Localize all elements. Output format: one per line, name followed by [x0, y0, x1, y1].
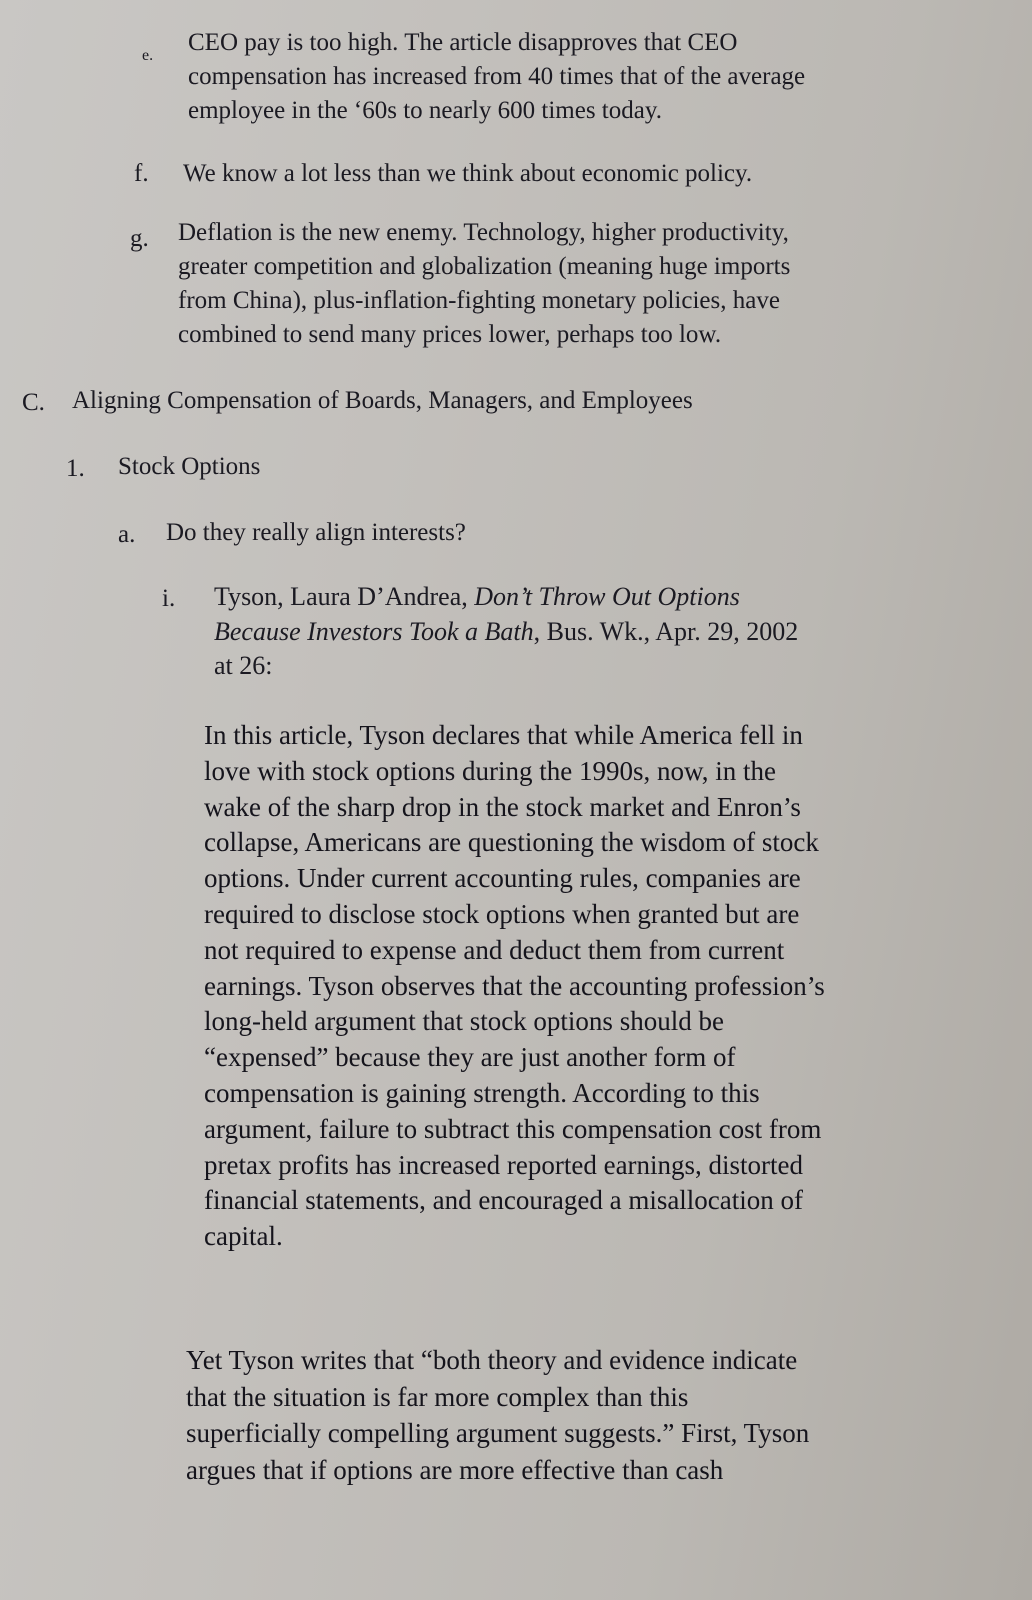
item-e-line: employee in the ‘60s to nearly 600 times today.	[188, 97, 662, 124]
section-c-heading	[72, 384, 693, 418]
item-g-text	[178, 216, 790, 352]
paragraph-line: wake of the sharp drop in the stock market and Enron’s	[204, 791, 801, 822]
citation-line-1	[214, 580, 798, 615]
subsection-1-heading	[118, 450, 260, 484]
summary-paragraph-2	[186, 1342, 809, 1488]
citation-i-marker: i.	[162, 585, 176, 612]
subitem-a-text	[166, 516, 466, 550]
section-c-marker: C.	[22, 389, 45, 416]
item-g-marker: g.	[130, 225, 149, 252]
citation-title-part2: Because Investors Took a Bath	[214, 616, 534, 646]
citation-line-3: at 26:	[214, 651, 273, 680]
paragraph-line: compensation is gaining strength. According to this	[204, 1077, 760, 1108]
paragraph-line: options. Under current accounting rules, companies are	[204, 863, 801, 894]
paragraph-line: “expensed” because they are just another form of	[204, 1042, 736, 1073]
citation-source: , Bus. Wk., Apr. 29, 2002	[533, 616, 799, 646]
paragraph-line: argues that if options are more effective than cash	[186, 1454, 724, 1485]
citation-author: Tyson, Laura D’Andrea,	[214, 582, 475, 611]
citation-i-text	[214, 580, 798, 684]
item-e-line: CEO pay is too high. The article disapproves that CEO	[188, 29, 738, 56]
item-g-line: combined to send many prices lower, perhaps too low.	[178, 321, 722, 348]
item-e-line: compensation has increased from 40 times that of the average	[188, 63, 806, 90]
paragraph-line: love with stock options during the 1990s, now, in the	[204, 755, 776, 786]
paragraph-line: In this article, Tyson declares that while America fell in	[204, 720, 803, 750]
section-c-title: Aligning Compensation of Boards, Managers, and Employees	[72, 387, 693, 414]
paragraph-line: Yet Tyson writes that “both theory and evidence indicate	[186, 1345, 798, 1375]
paragraph-line: superficially compelling argument suggests.” First, Tyson	[186, 1418, 810, 1448]
item-g-line: greater competition and globalization (meaning huge imports	[178, 253, 791, 280]
item-f-text	[183, 157, 752, 191]
subitem-a-marker: a.	[118, 521, 136, 548]
summary-paragraph-1	[204, 718, 825, 1255]
citation-line-2	[214, 615, 798, 650]
paragraph-line: earnings. Tyson observes that the accounting profession’s	[204, 970, 825, 1001]
item-g-line: from China), plus-inflation-fighting monetary policies, have	[178, 287, 780, 314]
paragraph-line: that the situation is far more complex than this	[186, 1381, 689, 1412]
item-e-text	[188, 26, 805, 128]
item-g-line: Deflation is the new enemy. Technology, higher productivity,	[178, 219, 789, 246]
paragraph-line: not required to expense and deduct them from current	[204, 934, 785, 965]
subsection-1-title: Stock Options	[118, 453, 261, 480]
paragraph-line: pretax profits has increased reported earnings, distorted	[204, 1149, 804, 1180]
item-f-line: We know a lot less than we think about economic policy.	[183, 160, 753, 187]
subitem-a-line: Do they really align interests?	[166, 519, 466, 546]
paragraph-line: financial statements, and encouraged a misallocation of	[204, 1185, 804, 1216]
paragraph-line: capital.	[204, 1221, 283, 1252]
item-f-marker: f.	[134, 160, 149, 187]
paragraph-line: argument, failure to subtract this compensation cost from	[204, 1113, 822, 1144]
item-e-marker: e.	[142, 47, 154, 64]
subsection-1-marker: 1.	[66, 455, 85, 482]
paragraph-line: required to disclose stock options when granted but are	[204, 898, 800, 929]
paragraph-line: long-held argument that stock options should be	[204, 1006, 724, 1037]
paragraph-line: collapse, Americans are questioning the wisdom of stock	[204, 827, 819, 858]
citation-title-part1: Don’t Throw Out Options	[474, 582, 740, 611]
